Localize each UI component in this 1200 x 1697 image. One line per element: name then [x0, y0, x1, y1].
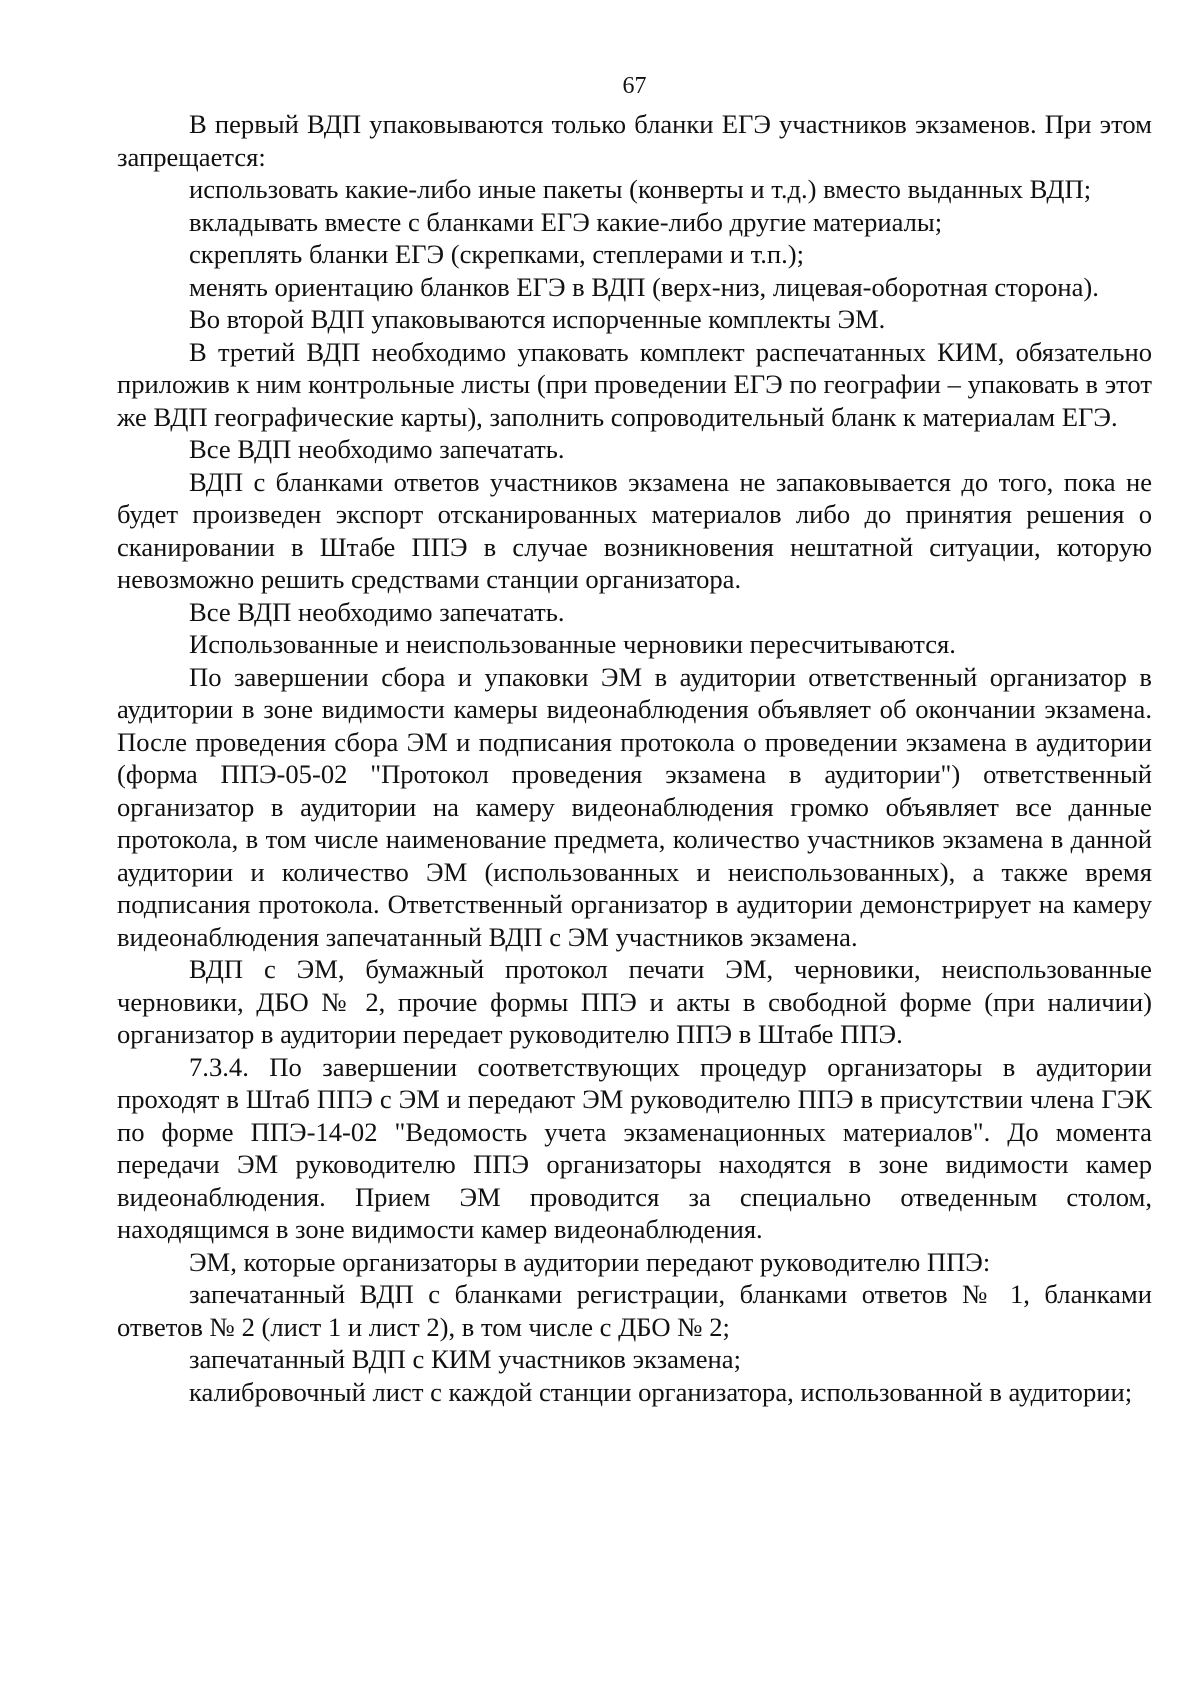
- paragraph-first-vdp: В первый ВДП упаковываются только бланки ЕГЭ участников экзаменов. При этом запрещается:: [117, 109, 1152, 172]
- paragraph-section-7-3-4: 7.3.4. По завершении соответствующих процедур организаторы в аудитории проходят в Штаб ППЭ с ЭМ и передают ЭМ руководителю ППЭ в присутствии члена ГЭК по форме ППЭ-14-02 "Ведомость учета экзаменационных материалов". До момента передачи ЭМ руководителю ППЭ организаторы находятся в зоне видимости камер видеонаблюдения. Прием ЭМ проводится за специально отведенным столом, находящимся в зоне видимости камер видеонаблюдения.: [117, 1051, 1152, 1244]
- document-page: [117, 70, 1152, 1408]
- paragraph-second-vdp: Во второй ВДП упаковываются испорченные комплекты ЭМ.: [189, 304, 886, 334]
- paragraph-em-item-answer-vdp: запечатанный ВДП с бланками регистрации, бланками ответов № 1, бланками ответов № 2 (лист 1 и лист 2), в том числе с ДБО № 2;: [117, 1279, 1152, 1342]
- paragraph-exam-end-announcement: По завершении сбора и упаковки ЭМ в аудитории ответственный организатор в аудитории в зоне видимости камеры видеонаблюдения объявляет об окончании экзамена. После проведения сбора ЭМ и подписания протокола о проведении экзамена в аудитории (форма ППЭ-05-02 "Протокол проведения экзамена в аудитории") ответственный организатор в аудитории на камеру видеонаблюдения громко объявляет все данные протокола, в том числе наименование предмета, количество участников экзамена в данной аудитории и количество ЭМ (использованных и неиспользованных), а также время подписания протокола. Ответственный организатор в аудитории демонстрирует на камеру видеонаблюдения запечатанный ВДП с ЭМ участников экзамена.: [117, 661, 1152, 952]
- paragraph-em-item-calibration-sheet: калибровочный лист с каждой станции организатора, использованной в аудитории;: [189, 1376, 1133, 1407]
- paragraph-em-item-kim-vdp: запечатанный ВДП с КИМ участников экзамена;: [189, 1344, 741, 1374]
- paragraph-seal-all-2: Все ВДП необходимо запечатать.: [189, 596, 565, 627]
- page-number: 67: [622, 73, 647, 99]
- paragraph-drafts-count: Использованные и неиспользованные черновики пересчитываются.: [189, 629, 956, 659]
- paragraph-em-list-intro: ЭМ, которые организаторы в аудитории передают руководителю ППЭ:: [189, 1246, 991, 1277]
- paragraph-answer-sheets-export: ВДП с бланками ответов участников экзамена не запаковывается до того, пока не будет произведен экспорт отсканированных материалов либо до принятия решения о сканировании в Штабе ППЭ в случае возникновения нештатной ситуации, которую невозможно решить средствами станции организатора.: [117, 466, 1152, 594]
- paragraph-forbidden-other-packages: использовать какие-либо иные пакеты (конверты и т.д.) вместо выданных ВДП;: [189, 174, 1092, 204]
- paragraph-seal-all-1: Все ВДП необходимо запечатать.: [189, 434, 565, 464]
- paragraph-forbidden-orientation: менять ориентацию бланков ЕГЭ в ВДП (верх-низ, лицевая-оборотная сторона).: [189, 271, 1099, 302]
- paragraph-forbidden-other-materials: вкладывать вместе с бланками ЕГЭ какие-либо другие материалы;: [189, 206, 943, 237]
- paragraph-handover-to-head: ВДП с ЭМ, бумажный протокол печати ЭМ, черновики, неиспользованные черновики, ДБО № 2, прочие формы ППЭ и акты в свободной форме (при наличии) организатор в аудитории передает руководителю ППЭ в Штабе ППЭ.: [117, 954, 1152, 1049]
- paragraph-forbidden-fastening: скреплять бланки ЕГЭ (скрепками, степлерами и т.п.);: [189, 239, 804, 269]
- paragraph-third-vdp: В третий ВДП необходимо упаковать комплект распечатанных КИМ, обязательно приложив к ним контрольные листы (при проведении ЕГЭ по географии – упаковать в этот же ВДП географические карты), заполнить сопроводительный бланк к материалам ЕГЭ.: [117, 336, 1152, 432]
